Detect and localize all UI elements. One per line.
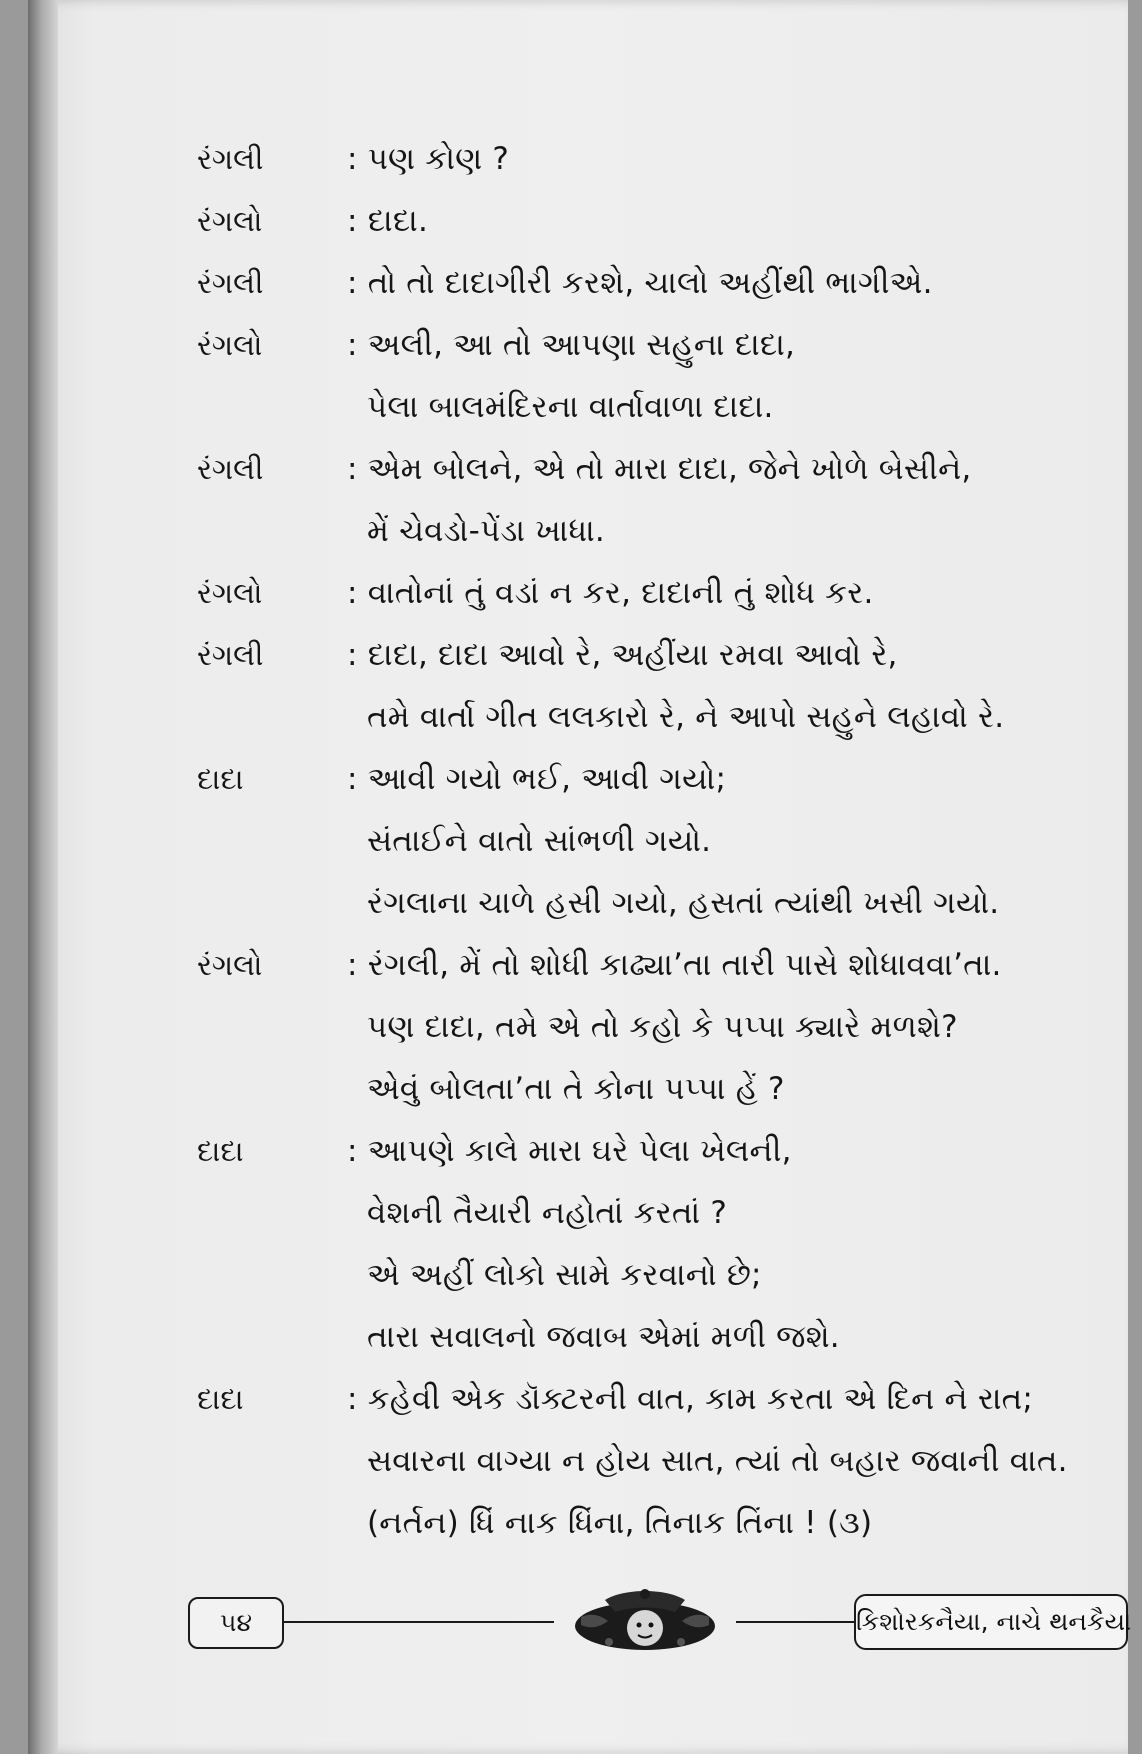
dialogue-lines [347,748,1092,934]
dialogue-line: તમે વાર્તા ગીત લલકારો રે, ને આપો સહુને લહાવો રે. [367,699,1005,735]
speaker-name: દાદા [197,1382,244,1416]
dialogue-line: : દાદા. [347,203,429,239]
dialogue-entry [197,1368,1097,1554]
dialogue-line: એ અહીં લોકો સામે કરવાનો છે; [367,1257,762,1293]
speaker-name: દાદા [197,762,244,796]
krishna-emblem-icon [554,1584,736,1658]
page-footer [188,1584,1132,1658]
speaker-name: રંગલો [197,576,263,610]
dialogue-entry [197,934,1097,1120]
dialogue-line: : આપણે કાલે મારા ઘરે પેલા ખેલની, [347,1133,792,1169]
dialogue-entry [197,562,1097,624]
dialogue-line: : દાદા, દાદા આવો રે, અહીંયા રમવા આવો રે, [347,637,898,673]
dialogue-line: પેલા બાલમંદિરના વાર્તાવાળા દાદા. [367,389,774,425]
dialogue-line: : રંગલી, મેં તો શોધી કાઢ્યા’તા તારી પાસે શોધાવવા’તા. [347,947,1002,983]
dialogue-entry [197,624,1097,748]
dialogue-entry [197,1120,1097,1368]
dialogue-line: સંતાઈને વાતો સાંભળી ગયો. [367,823,712,859]
dialogue-lines [347,190,1092,252]
dialogue-lines [347,1368,1092,1554]
dialogue-entry [197,748,1097,934]
speaker-name: રંગલી [197,452,264,486]
dialogue-line: વેશની તૈયારી નહોતાં કરતાં ? [367,1195,727,1231]
dialogue-line: પણ દાદા, તમે એ તો કહો કે પપ્પા ક્યારે મળશે? [367,1009,958,1045]
footer-rule-left [284,1621,554,1623]
dialogue-line: : તો તો દાદાગીરી કરશે, ચાલો અહીંથી ભાગીએ. [347,265,933,301]
speaker-name: રંગલી [197,266,264,300]
speaker-name: રંગલી [197,142,264,176]
dialogue-line: એવું બોલતા’તા તે કોના પપ્પા હેં ? [367,1071,785,1107]
speaker-name: રંગલી [197,638,264,672]
dialogue-entry [197,252,1097,314]
dialogue-lines [347,562,1092,624]
dialogue-line: : કહેવી એક ડૉક્ટરની વાત, કામ કરતા એ દિન ને રાત; [347,1381,1034,1417]
dialogue-entry [197,190,1097,252]
dialogue-lines [347,624,1092,748]
dialogue-lines [347,128,1092,190]
dialogue-line: : એમ બોલને, એ તો મારા દાદા, જેને ખોળે બેસીને, [347,451,972,487]
speaker-name: રંગલો [197,328,263,362]
footer-rule-right [736,1621,854,1623]
dialogue-line: તારા સવાલનો જવાબ એમાં મળી જશે. [367,1319,840,1355]
dialogue-lines [347,252,1092,314]
page-binding-edge [28,0,58,1754]
dialogue-line: સવારના વાગ્યા ન હોય સાત, ત્યાં તો બહાર જવાની વાત. [367,1443,1068,1479]
dialogue-line: (નર્તન) ધિં નાક ધિંના, તિનાક તિંના ! (૩) [367,1505,873,1541]
dialogue-entry [197,314,1097,438]
dialogue-entry [197,128,1097,190]
book-title: કિશોરકનૈયા, નાચે થનકૈયા [854,1594,1128,1650]
dialogue-line: : અલી, આ તો આપણા સહુના દાદા, [347,327,796,363]
speaker-name: રંગલો [197,204,263,238]
dialogue-line: : આવી ગયો ભઈ, આવી ગયો; [347,761,727,797]
speaker-name: દાદા [197,1134,244,1168]
dialogue-lines [347,314,1092,438]
dialogue-line: મેં ચેવડો-પેંડા ખાધા. [367,513,605,549]
dialogue-lines [347,1120,1092,1368]
dialogue-line: : પણ કોણ ? [347,141,510,177]
dialogue-lines [347,438,1092,562]
dialogue-line: : વાતોનાં તું વડાં ન કર, દાદાની તું શોધ કર. [347,575,874,611]
speaker-name: રંગલો [197,948,263,982]
dialogue-lines [347,934,1092,1120]
dialogue-entry [197,438,1097,562]
dialogue-block [197,128,1097,1554]
dialogue-line: રંગલાના ચાળે હસી ગયો, હસતાં ત્યાંથી ખસી ગયો. [367,885,1000,921]
page-number: ૫૪ [188,1597,284,1649]
